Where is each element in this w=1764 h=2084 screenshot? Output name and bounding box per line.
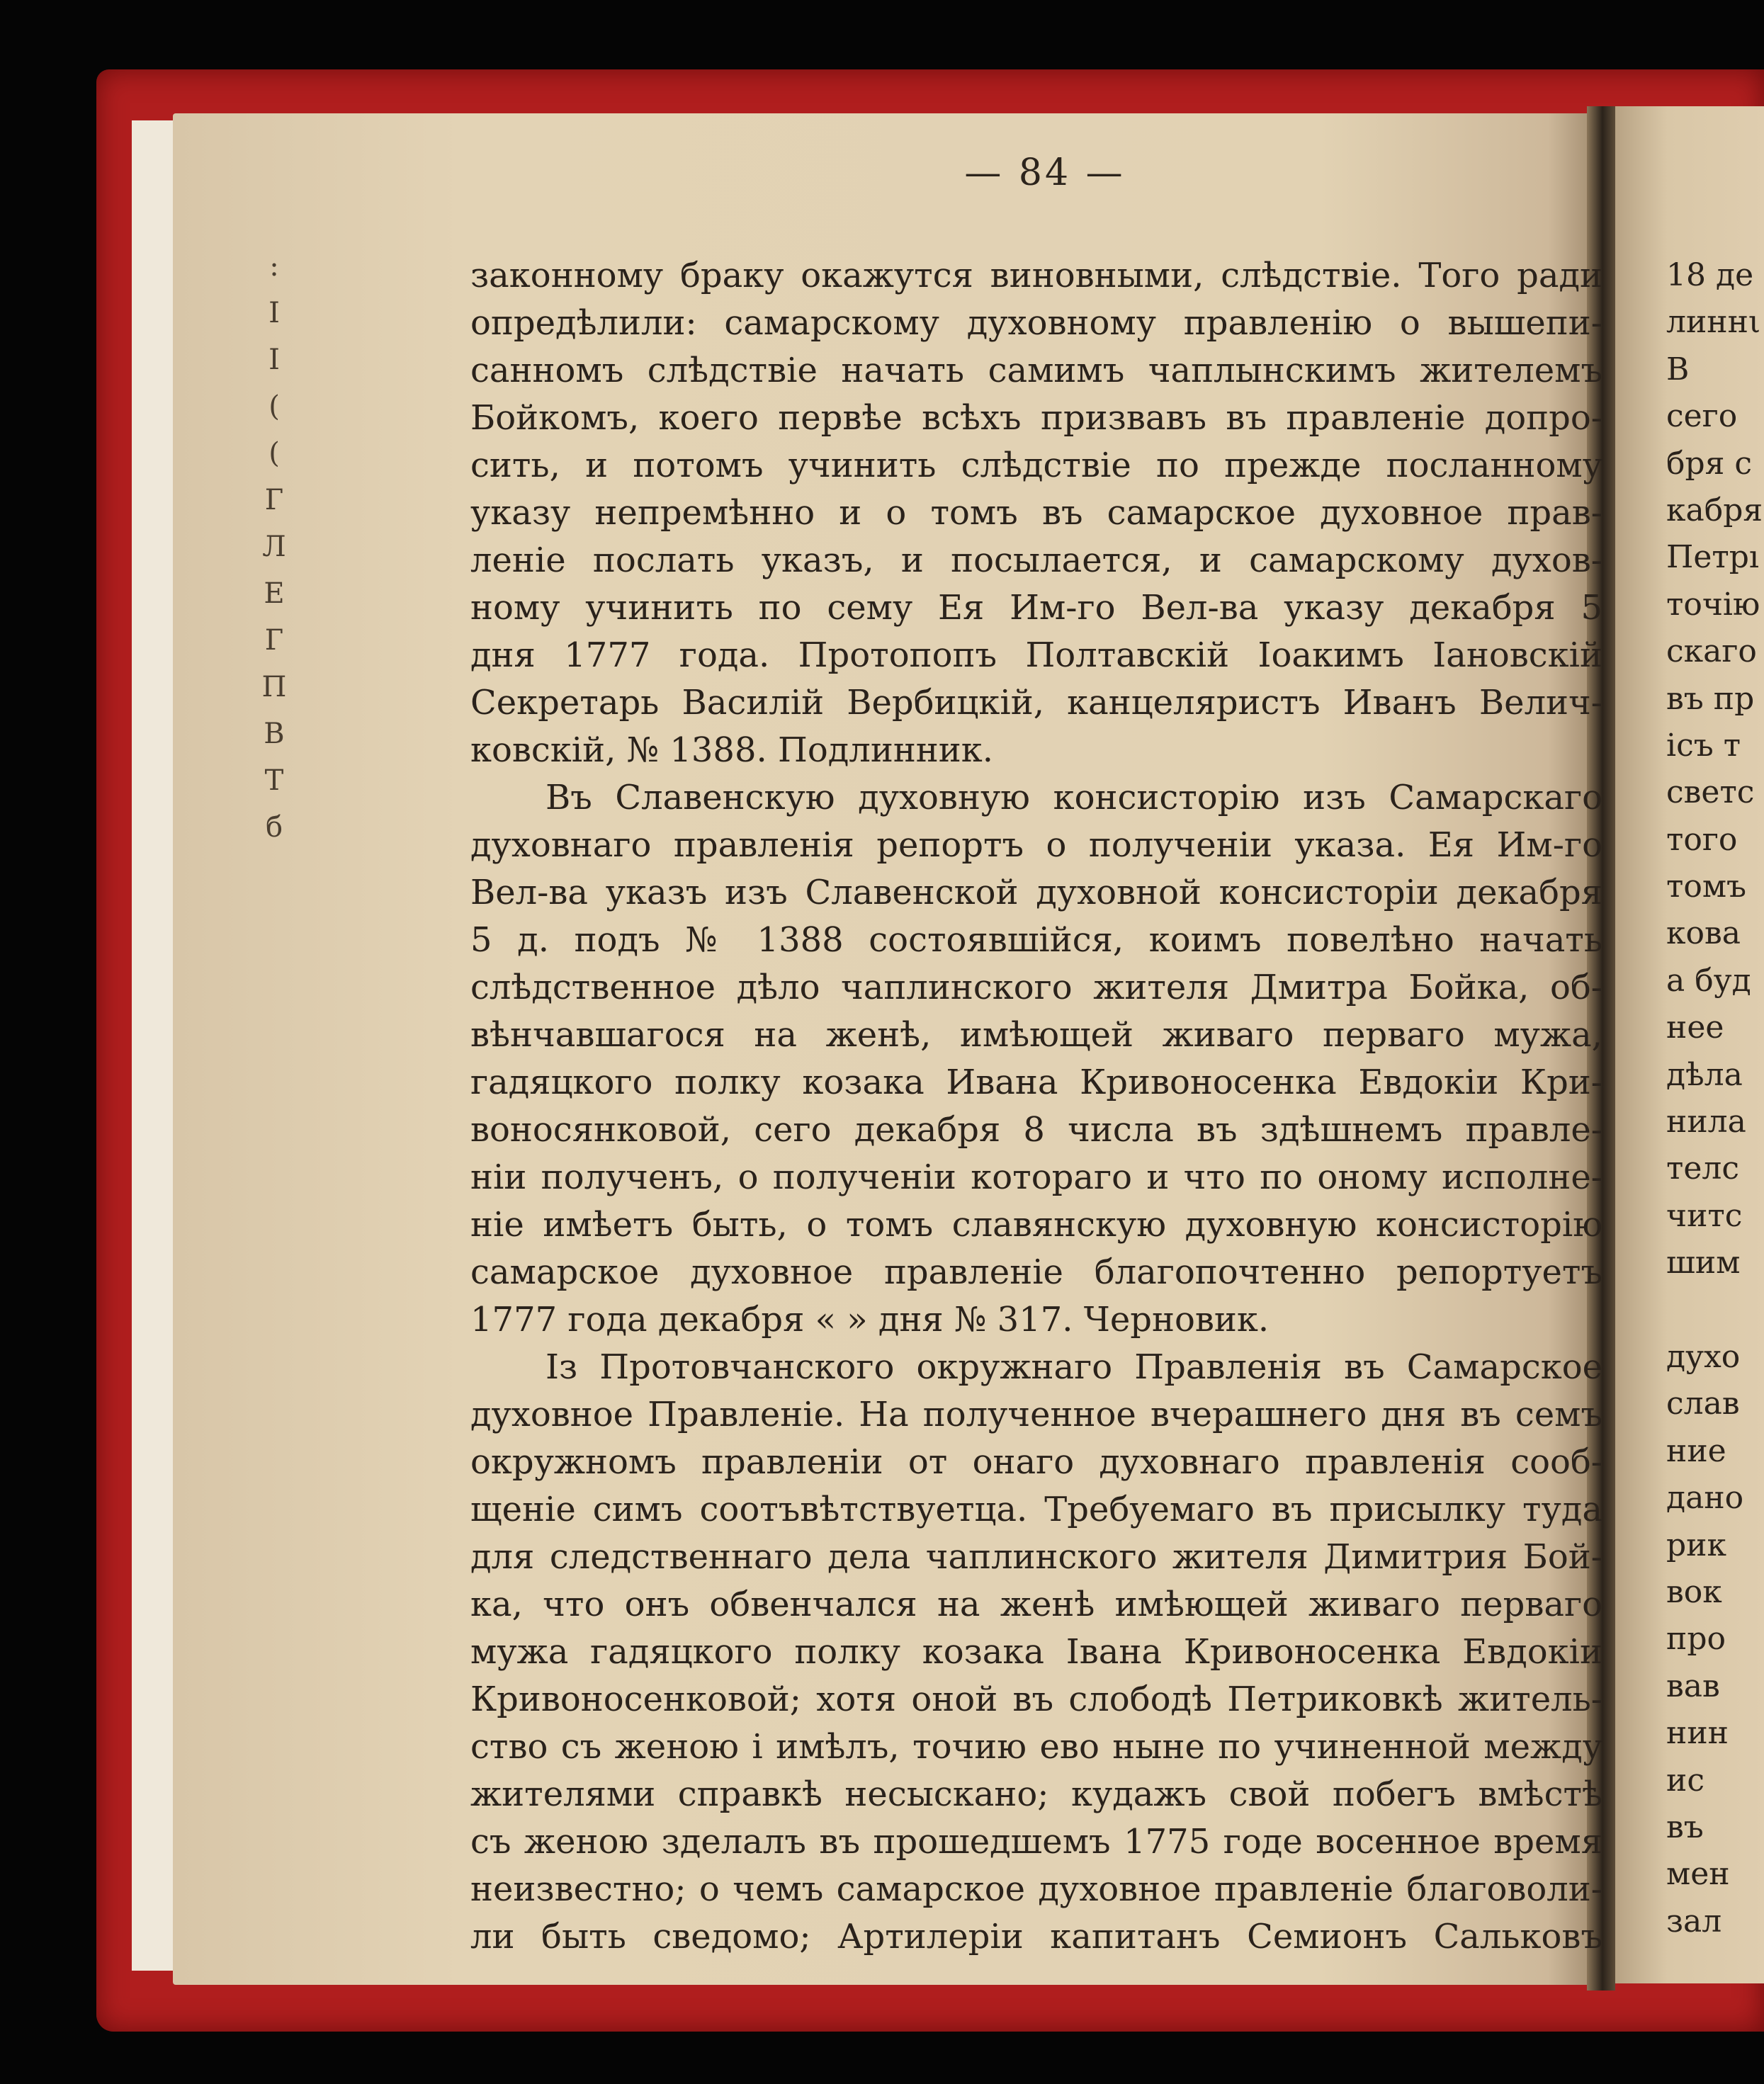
margin-letter: б: [265, 811, 283, 844]
text-line: неизвестно; о чемъ самарское духовное правленіе благоволи-: [470, 1869, 1602, 1909]
text-line: ному учинить по сему Ея Им-го Вел-ва указу декабря 5: [470, 588, 1602, 628]
right-page-fragment: [1666, 1287, 1764, 1334]
text-line: окружномъ правленіи от онаго духовнаго правленія сооб-: [470, 1442, 1602, 1482]
margin-letter: Г: [264, 624, 284, 657]
right-page-fragment: 18 де: [1666, 257, 1754, 293]
text-line: съ женою зделалъ въ прошедшемъ 1775 годе восенное время: [470, 1822, 1602, 1862]
right-page-fragment: нее: [1666, 1009, 1724, 1046]
right-page-fragment: вав: [1666, 1667, 1720, 1704]
margin-letter: В: [264, 718, 285, 750]
right-page-fragment: скаго: [1666, 633, 1757, 670]
margin-letter: :: [269, 250, 279, 283]
text-line: вѣнчавшагося на женѣ, имѣющей живаго перваго мужа,: [470, 1015, 1602, 1055]
text-line: сить, и потомъ учинить слѣдствіе по прежде посланному: [470, 446, 1602, 485]
right-page-fragment: зал: [1666, 1903, 1722, 1939]
text-line: Із Протовчанского окружнаго Правленія въ Самарское: [545, 1347, 1602, 1387]
right-page-fragment: ние: [1666, 1432, 1726, 1469]
text-line: опредѣлили: самарскому духовному правленію о вышепи-: [470, 303, 1602, 343]
margin-letter: I: [268, 297, 280, 329]
right-page-fragment: дѣла: [1666, 1056, 1743, 1093]
margin-letter: (: [268, 437, 280, 470]
text-line: ство съ женою і имѣлъ, точию ево ныне по учиненной между: [470, 1727, 1602, 1767]
margin-letter: Г: [264, 484, 284, 516]
text-line: воносянковой, сего декабря 8 числа въ здѣшнемъ правле-: [470, 1110, 1602, 1150]
margin-letter: I: [268, 344, 280, 376]
text-line: санномъ слѣдствіе начать самимъ чаплынскимъ жителемъ: [470, 351, 1602, 390]
text-line: слѣдственное дѣло чаплинского жителя Дмитра Бойка, об-: [470, 968, 1602, 1007]
text-line: ка, что онъ обвенчался на женѣ имѣющей живаго перваго: [470, 1585, 1602, 1624]
right-page-fragment: а буд: [1666, 962, 1751, 999]
right-page-fragment: нин: [1666, 1715, 1729, 1752]
right-page-fragment: шим: [1666, 1245, 1741, 1281]
right-page-fragment: бря с: [1666, 445, 1753, 482]
text-line: ковскій, № 1388. Подлинник.: [470, 730, 994, 770]
text-line: Кривоносенковой; хотя оной въ слободѣ Петриковкѣ житель-: [470, 1680, 1602, 1719]
right-page-fragment: читс: [1666, 1197, 1743, 1234]
right-page-fragment: духо: [1666, 1338, 1741, 1375]
right-page-fragment: про: [1666, 1621, 1726, 1658]
right-page-fragment: рик: [1666, 1527, 1726, 1563]
text-line: дня 1777 года. Протопопъ Полтавскій Іоакимъ Іановскій: [470, 635, 1602, 675]
margin-letters: [256, 251, 292, 843]
right-page-fragment: въ пр: [1666, 680, 1755, 717]
page-text: [470, 252, 1602, 1961]
right-page-fragment: того: [1666, 821, 1738, 858]
margin-letter: П: [261, 671, 287, 703]
text-line: леніе послать указъ, и посылается, и самарскому духов-: [470, 540, 1602, 580]
right-page-text: [1666, 252, 1764, 1945]
margin-letter: Е: [264, 577, 285, 610]
text-line: для следственнаго дела чаплинского жителя Димитрия Бой-: [470, 1537, 1602, 1577]
text-line: Вел-ва указъ изъ Славенской духовной консисторіи декабря: [470, 873, 1602, 912]
text-line: ли быть сведомо; Артилеріи капитанъ Семионъ Сальковъ: [470, 1917, 1602, 1956]
right-page-fragment: ісъ т: [1666, 727, 1741, 764]
right-page-fragment: светс: [1666, 774, 1755, 811]
right-page-fragment: слав: [1666, 1386, 1740, 1422]
text-line: законному браку окажутся виновными, слѣдствіе. Того ради: [470, 256, 1602, 295]
right-page-fragment: кова: [1666, 915, 1741, 952]
text-line: самарское духовное правленіе благопочтенно репортуетъ: [470, 1252, 1602, 1292]
right-page-fragment: Петрı: [1666, 539, 1759, 576]
text-line: Въ Славенскую духовную консисторію изъ Самарскаго: [545, 778, 1602, 817]
text-line: 5 д. подъ № 1388 состоявшійся, коимъ повелѣно начать: [470, 920, 1602, 960]
right-page-fragment: нила: [1666, 1104, 1746, 1140]
text-line: мужа гадяцкого полку козака Івана Кривоносенка Евдокіи: [470, 1632, 1602, 1672]
margin-letter: Т: [264, 764, 284, 797]
right-page-fragment: въ: [1666, 1808, 1704, 1845]
right-page-fragment: кабря: [1666, 492, 1763, 528]
text-line: Секретарь Василій Вербицкій, канцеляристъ Иванъ Велич-: [470, 683, 1602, 723]
right-page-fragment: В: [1666, 351, 1690, 387]
text-line: духовное Правленіе. На полученное вчерашнего дня въ семъ: [470, 1395, 1602, 1434]
text-line: щеніе симъ соотъвѣтствуетца. Требуемаго въ присылку туда: [470, 1490, 1602, 1529]
text-line: духовнаго правленія репортъ о полученіи указа. Ея Им-го: [470, 825, 1602, 865]
text-line: 1777 года декабря « » дня № 317. Черновик.: [470, 1300, 1270, 1340]
right-page-fragment: дано: [1666, 1480, 1744, 1517]
margin-letter: Л: [262, 531, 286, 563]
right-page-fragment: мен: [1666, 1856, 1730, 1893]
right-page-fragment: телс: [1666, 1150, 1739, 1187]
right-page-fragment: ис: [1666, 1762, 1704, 1799]
page-number: — 84 —: [964, 152, 1126, 194]
right-page-fragment: линнι: [1666, 304, 1761, 341]
margin-letter: (: [268, 390, 280, 423]
text-line: жителями справкѣ несыскано; кудажъ свой побегъ вмѣстѣ: [470, 1774, 1602, 1814]
right-page-fragment: вок: [1666, 1573, 1722, 1610]
right-page-fragment: точію: [1666, 586, 1760, 623]
text-line: ніи полученъ, о полученіи котораго и что по оному исполне-: [470, 1157, 1602, 1197]
text-line: гадяцкого полку козака Ивана Кривоносенка Евдокіи Кри-: [470, 1063, 1602, 1102]
text-line: Бойкомъ, коего первѣе всѣхъ призвавъ въ правленіе допро-: [470, 398, 1602, 438]
text-line: ніе имѣетъ быть, о томъ славянскую духовную консисторію: [470, 1205, 1602, 1245]
right-page-fragment: томъ: [1666, 868, 1747, 905]
text-line: указу непремѣнно и о томъ въ самарское духовное прав-: [470, 493, 1602, 533]
right-page-fragment: сего: [1666, 398, 1738, 435]
